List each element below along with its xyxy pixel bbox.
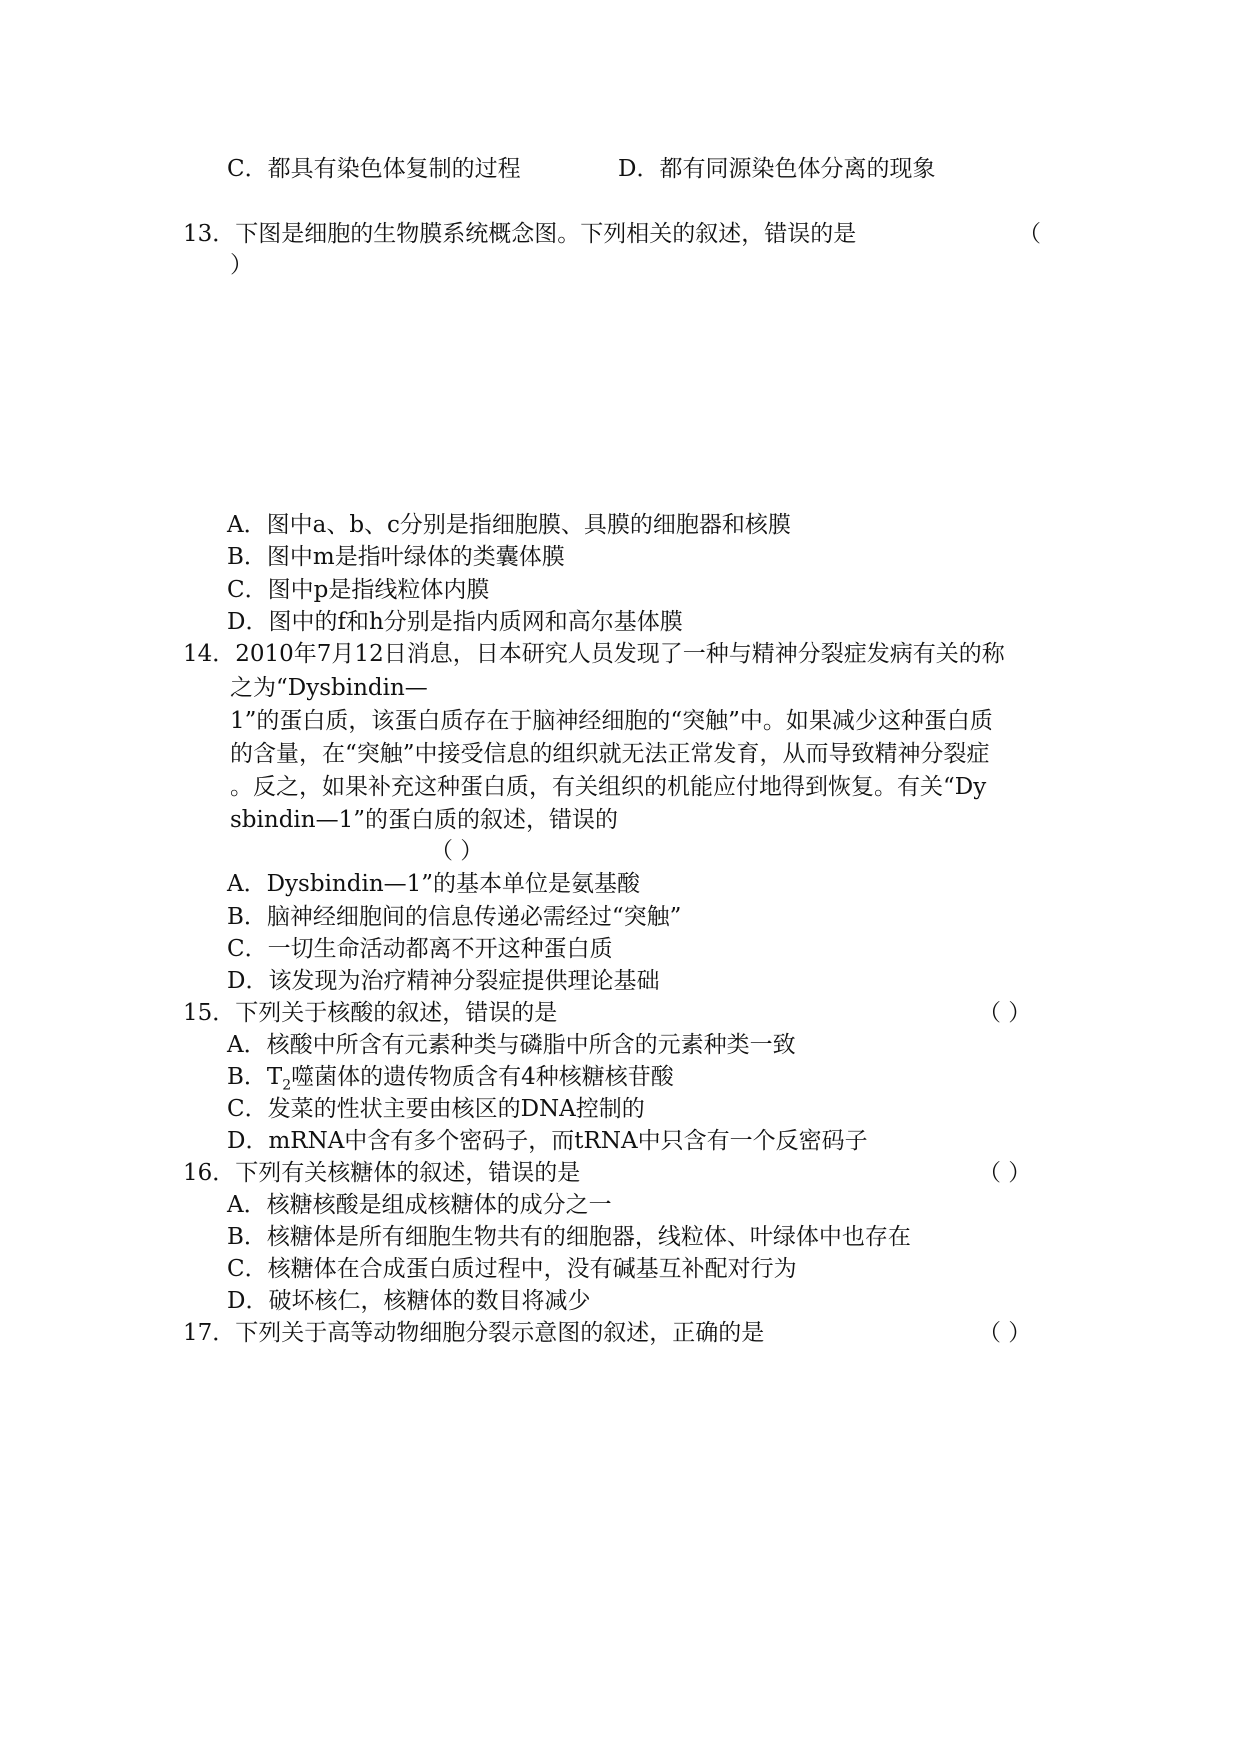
q14-stem-line-1: 14．2010年7月12日消息，日本研究人员发现了一种与精神分裂症发病有关的称	[183, 641, 1005, 667]
q17-answer-paren: （ ）	[978, 1320, 1032, 1346]
q16-option-c: C．核糖体在合成蛋白质过程中，没有碱基互补配对行为	[227, 1256, 797, 1282]
q15-option-a: A．核酸中所含有元素种类与磷脂中所含的元素种类一致	[227, 1032, 796, 1058]
q15-option-b-text: 噬菌体的遗传物质含有4种核糖核苷酸	[291, 1064, 674, 1090]
q15-option-b-subscript: 2	[282, 1077, 292, 1094]
q16-answer-paren: （ ）	[978, 1160, 1032, 1186]
q15-answer-paren: （ ）	[978, 1000, 1032, 1026]
q12-option-c: C．都具有染色体复制的过程	[227, 156, 521, 182]
q16-option-a: A．核糖核酸是组成核糖体的成分之一	[227, 1192, 612, 1218]
q14-stem-line-4: 的含量，在“突触”中接受信息的组织就无法正常发育，从而导致精神分裂症	[230, 741, 990, 767]
q15-stem: 15．下列关于核酸的叙述，错误的是	[183, 1000, 558, 1026]
q14-stem-line-6: sbindin—1”的蛋白质的叙述，错误的	[230, 807, 618, 833]
q15-option-b-prefix: B．T	[227, 1064, 283, 1090]
q14-option-b: B．脑神经细胞间的信息传递必需经过“突触”	[227, 904, 682, 930]
q13-answer-paren-close: ）	[230, 252, 253, 278]
q16-stem: 16．下列有关核糖体的叙述，错误的是	[183, 1160, 581, 1186]
q13-option-c: C．图中p是指线粒体内膜	[227, 577, 490, 603]
q14-answer-paren: （ ）	[430, 838, 484, 864]
q13-stem: 13．下图是细胞的生物膜系统概念图。下列相关的叙述，错误的是	[183, 221, 857, 247]
q14-option-a: A．Dysbindin—1”的基本单位是氨基酸	[227, 871, 641, 897]
q13-option-d: D．图中的f和h分别是指内质网和高尔基体膜	[227, 609, 683, 635]
q14-option-c: C．一切生命活动都离不开这种蛋白质	[227, 936, 613, 962]
q15-option-d: D．mRNA中含有多个密码子，而tRNA中只含有一个反密码子	[227, 1128, 868, 1154]
q15-option-c: C．发菜的性状主要由核区的DNA控制的	[227, 1096, 645, 1122]
q16-option-b: B．核糖体是所有细胞生物共有的细胞器，线粒体、叶绿体中也存在	[227, 1224, 911, 1250]
q13-figure-area	[230, 290, 1030, 500]
q14-stem-line-3: 1”的蛋白质，该蛋白质存在于脑神经细胞的“突触”中。如果减少这种蛋白质	[230, 708, 993, 734]
q16-option-d: D．破坏核仁，核糖体的数目将减少	[227, 1288, 591, 1314]
q15-option-b	[227, 1064, 674, 1094]
q14-stem-line-2: 之为“Dysbindin—	[230, 675, 428, 701]
q13-option-b: B．图中m是指叶绿体的类囊体膜	[227, 544, 565, 570]
q14-stem-line-5: 。反之，如果补充这种蛋白质，有关组织的机能应付地得到恢复。有关“Dy	[230, 774, 987, 800]
q13-answer-paren-open: （	[1018, 221, 1041, 247]
q14-option-d: D．该发现为治疗精神分裂症提供理论基础	[227, 968, 660, 994]
q12-option-d: D．都有同源染色体分离的现象	[618, 156, 936, 182]
q13-option-a: A．图中a、b、c分别是指细胞膜、具膜的细胞器和核膜	[227, 512, 791, 538]
q17-stem: 17．下列关于高等动物细胞分裂示意图的叙述，正确的是	[183, 1320, 765, 1346]
